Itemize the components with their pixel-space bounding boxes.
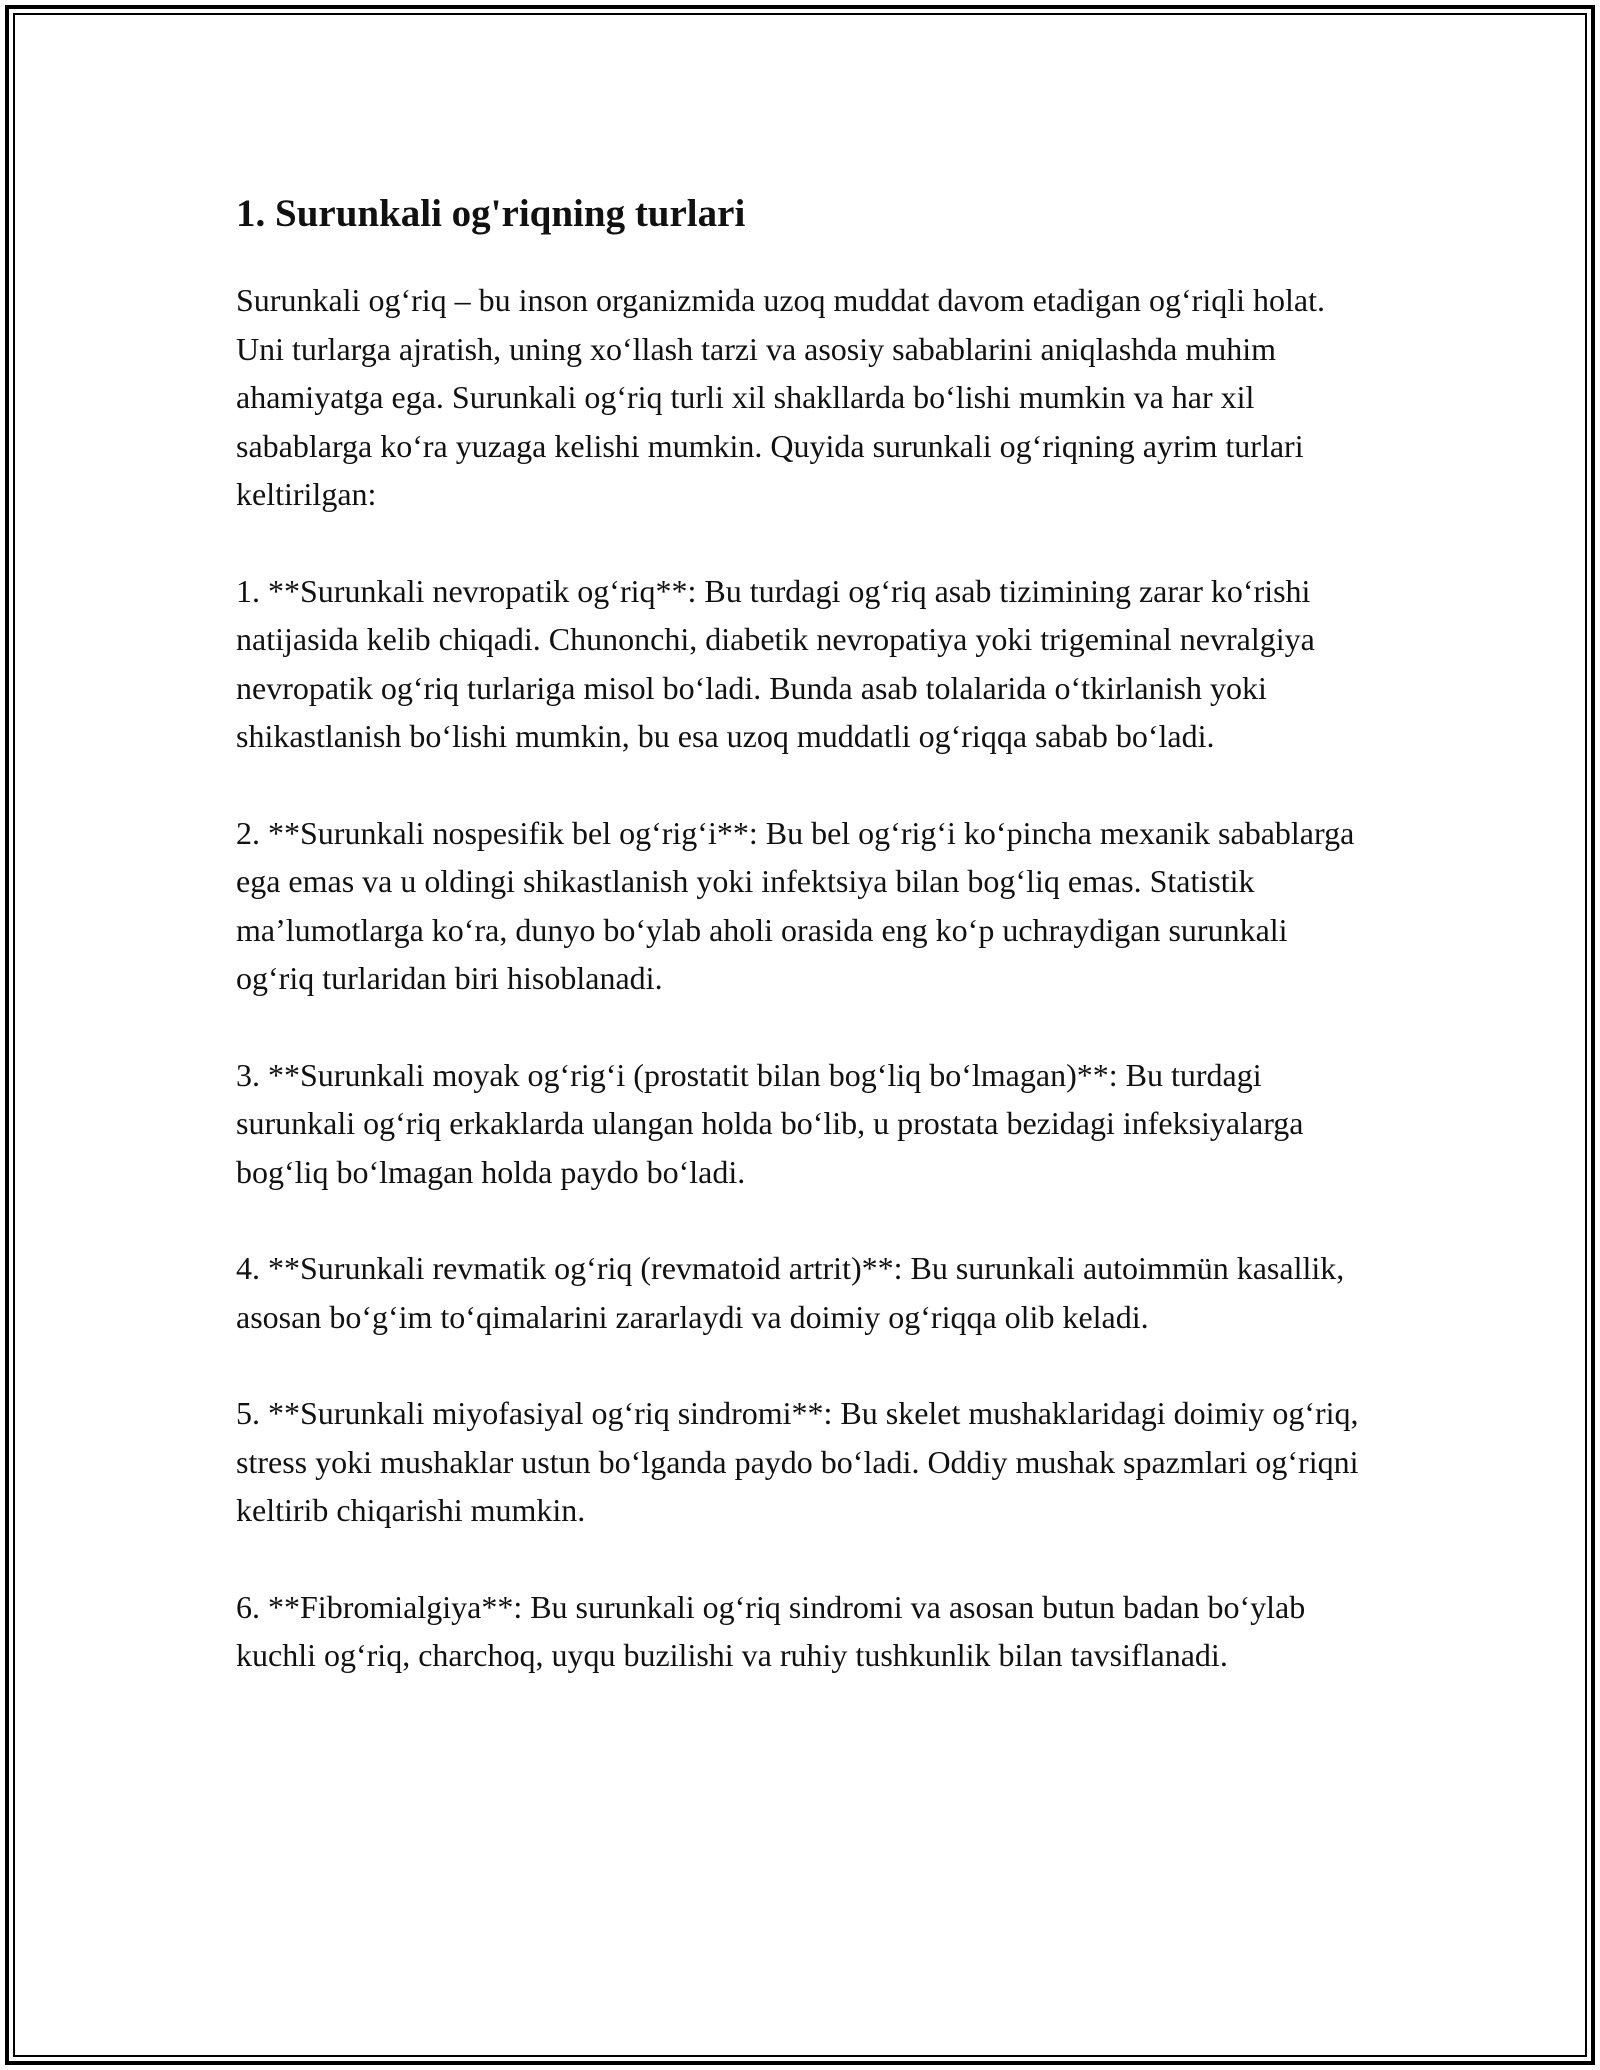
intro-paragraph: Surunkali og‘riq – bu inson organizmida uzoq muddat davom etadigan og‘riqli holat. Uni turlarga ajratish, uning xo‘llash tarzi va asosiy sabablarini aniqlashda muhim ahamiyatga ega. Surunkali og‘riq turli xil shakllarda bo‘lishi mumkin va har xil sabablarga ko‘ra yuzaga kelishi mumkin. Quyida surunkali og‘riqning ayrim turlari keltirilgan:	[236, 282, 1325, 512]
list-item-low-back-pain: 2. **Surunkali nospesifik bel og‘rig‘i**: Bu bel og‘rig‘i ko‘pincha mexanik sabablarga ega emas va u oldingi shikastlanish yoki infektsiya bilan bog‘liq emas. Statistik ma’lumotlarga ko‘ra, dunyo bo‘ylab aholi orasida eng ko‘p uchraydigan surunkali og‘riq turlaridan biri hisoblanadi.	[236, 814, 1355, 996]
list-item-rheumatic-pain: 4. **Surunkali revmatik og‘riq (revmatoid artrit)**: Bu surunkali autoimmün kasallik, asosan bo‘g‘im to‘qimalarini zararlaydi va doimiy og‘riqqa olib keladi.	[236, 1250, 1345, 1335]
list-item-fibromyalgia: 6. **Fibromialgiya**: Bu surunkali og‘riq sindromi va asosan butun badan bo‘ylab kuchli og‘riq, charchoq, uyqu buzilishi va ruhiy tushkunlik bilan tavsiflanadi.	[236, 1588, 1306, 1673]
list-item-neuropathic-pain: 1. **Surunkali nevropatik og‘riq**: Bu turdagi og‘riq asab tizimining zarar ko‘rishi natijasida kelib chiqadi. Chunonchi, diabetik nevropatiya yoki trigeminal nevralgiya nevropatik og‘riq turlariga misol bo‘ladi. Bunda asab tolalarida o‘tkirlanish yoki shikastlanish bo‘lishi mumkin, bu esa uzoq muddatli og‘riqqa sabab bo‘ladi.	[236, 572, 1315, 754]
list-item-testicular-pain: 3. **Surunkali moyak og‘rig‘i (prostatit bilan bog‘liq bo‘lmagan)**: Bu turdagi surunkali og‘riq erkaklarda ulangan holda bo‘lib, u prostata bezidagi infeksiyalarga bog‘liq bo‘lmagan holda paydo bo‘ladi.	[236, 1056, 1304, 1190]
list-item-myofascial-pain: 5. **Surunkali miyofasiyal og‘riq sindromi**: Bu skelet mushaklaridagi doimiy og‘riq, stress yoki mushaklar ustun bo‘lganda paydo bo‘ladi. Oddiy mushak spazmlari og‘riqni keltirib chiqarishi mumkin.	[236, 1395, 1359, 1528]
document-body	[236, 186, 1368, 1728]
section-title: 1. Surunkali og'riqning turlari	[236, 192, 746, 235]
